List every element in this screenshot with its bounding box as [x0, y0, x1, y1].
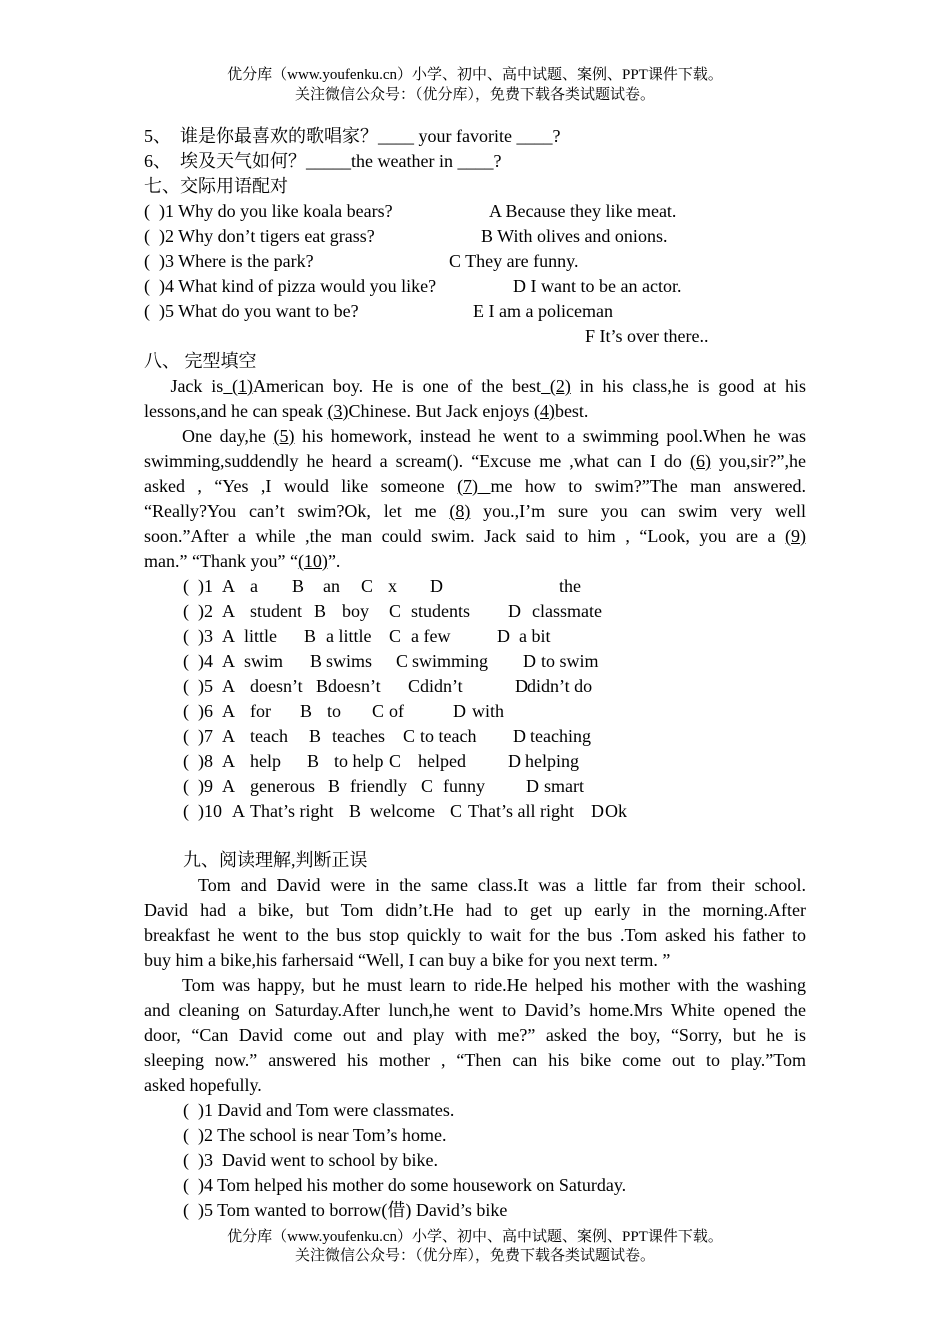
cloze-option-d: with — [472, 701, 505, 721]
matching-question-5: ( )5 What do you want to be? — [144, 301, 359, 321]
cloze-option-b: doesn’t — [328, 676, 381, 696]
matching-answer-f: F It’s over there.. — [585, 326, 709, 346]
cloze-num: ( )10 — [183, 801, 222, 821]
cloze-option-a: doesn’t — [250, 676, 303, 696]
cloze-label-a: A — [222, 701, 235, 721]
cloze-label-b: B — [292, 576, 305, 596]
cloze-option-b: teaches — [332, 726, 385, 746]
cloze-paragraph-2 — [144, 424, 806, 574]
cloze-option-a: That’s right — [250, 801, 334, 821]
cloze-label-b: B — [304, 626, 317, 646]
cloze-num: ( )6 — [183, 701, 213, 721]
section-8-title: 八、 完型填空 — [144, 351, 257, 371]
matching-answer-b: B With olives and onions. — [481, 226, 668, 246]
translation-item-6: 6、 埃及天气如何？_____the weather in ____? — [144, 151, 502, 171]
cloze-label-c: C — [450, 801, 463, 821]
cloze-label-c: C — [361, 576, 374, 596]
cloze-option-c: to teach — [420, 726, 477, 746]
matching-answer-a: A Because they like meat. — [489, 201, 677, 221]
cloze-option-d: helping — [525, 751, 579, 771]
cloze-option-c: helped — [418, 751, 466, 771]
page-header-line-1: 优分库（www.youfenku.cn）小学、初中、高中试题、案例、PPT课件下载。 — [227, 67, 723, 83]
reading-p1-line: David had a bike, but Tom didn’t.He had to get up early in the morning.After — [144, 900, 806, 920]
cloze-label-b: B — [307, 751, 320, 771]
cloze-num: ( )4 — [183, 651, 213, 671]
cloze-option-b: a little — [326, 626, 372, 646]
cloze-option-a: for — [250, 701, 271, 721]
cloze-label-b: B — [328, 776, 341, 796]
cloze-option-a: swim — [244, 651, 284, 671]
cloze-option-b: to — [327, 701, 342, 721]
cloze-label-a: A — [222, 751, 235, 771]
cloze-label-d: D — [526, 776, 539, 796]
reading-p1-line: breakfast he went to the bus stop quickly to wait for the bus .Tom asked his father to — [144, 925, 806, 945]
cloze-option-d: to swim — [541, 651, 599, 671]
cloze-option-a: teach — [250, 726, 288, 746]
cloze-label-a: A — [222, 601, 235, 621]
section-7-title: 七、交际用语配对 — [144, 176, 288, 196]
cloze-label-c: C — [396, 651, 409, 671]
cloze-paragraph-1 — [144, 374, 806, 424]
cloze-option-b: boy — [342, 601, 369, 621]
page-footer-line-2: 关注微信公众号：（优分库），免费下载各类试题试卷。 — [294, 1248, 655, 1264]
true-false-statement-1: ( )1 David and Tom were classmates. — [183, 1100, 455, 1120]
cloze-p2-line-6: man.” “Thank you” “(10)”. — [144, 551, 341, 571]
reading-p2-line: asked hopefully. — [144, 1075, 262, 1095]
cloze-option-b: welcome — [370, 801, 435, 821]
cloze-option-c: students — [411, 601, 471, 621]
page-header-line-2: 关注微信公众号：（优分库），免费下载各类试题试卷。 — [294, 87, 655, 103]
cloze-option-a: little — [244, 626, 277, 646]
true-false-statement-2: ( )2 The school is near Tom’s home. — [183, 1125, 447, 1145]
cloze-num: ( )3 — [183, 626, 213, 646]
cloze-label-d: D — [508, 751, 521, 771]
cloze-label-b: B — [314, 601, 327, 621]
cloze-option-a: student — [250, 601, 302, 621]
cloze-option-c: That’s all right — [468, 801, 574, 821]
reading-p2-line: sleeping now.” answered his mother , “Then can his bike come out to play.”Tom — [144, 1050, 806, 1070]
cloze-option-d: Ok — [605, 801, 627, 821]
cloze-label-d: D — [453, 701, 466, 721]
cloze-option-b: swims — [326, 651, 373, 671]
cloze-label-a: A — [232, 801, 245, 821]
cloze-option-a: help — [250, 751, 281, 771]
matching-question-1: ( )1 Why do you like koala bears? — [144, 201, 393, 221]
cloze-option-c: swimming — [412, 651, 489, 671]
cloze-option-d: smart — [544, 776, 584, 796]
cloze-num: ( )2 — [183, 601, 213, 621]
cloze-label-d: D — [508, 601, 521, 621]
cloze-label-a: A — [222, 776, 235, 796]
cloze-option-c: of — [389, 701, 404, 721]
cloze-label-a: A — [222, 726, 235, 746]
true-false-statement-4: ( )4 Tom helped his mother do some housework on Saturday. — [183, 1175, 627, 1195]
cloze-label-c: C — [421, 776, 434, 796]
cloze-option-b: to help — [334, 751, 384, 771]
true-false-statement-3: ( )3 David went to school by bike. — [183, 1150, 438, 1170]
matching-question-4: ( )4 What kind of pizza would you like? — [144, 276, 437, 296]
cloze-num: ( )1 — [183, 576, 213, 596]
reading-p1-line: Tom and David were in the same class.It was a little far from their school. — [198, 875, 806, 895]
cloze-label-a: A — [222, 626, 235, 646]
cloze-label-d: D — [513, 726, 526, 746]
cloze-label-a: A — [222, 576, 235, 596]
cloze-p1-line-1: Jack is (1)American boy. He is one of the best (2) in his class,he is good at his — [170, 376, 806, 396]
cloze-label-d: D — [430, 576, 443, 596]
cloze-label-c: C — [389, 626, 402, 646]
cloze-option-c: didn’t — [420, 676, 463, 696]
cloze-option-c: a few — [411, 626, 451, 646]
cloze-p2-line-2: swimming,suddendly he heard a scream(). “Excuse me ,what can I do (6) you,sir?”,he — [144, 451, 806, 471]
cloze-label-b: B — [310, 651, 323, 671]
matching-question-2: ( )2 Why don’t tigers eat grass? — [144, 226, 375, 246]
reading-p2-line: door, “Can David come out and play with me?” asked the boy, “Sorry, but he is — [144, 1025, 806, 1045]
cloze-option-d: didn’t do — [527, 676, 593, 696]
cloze-label-c: C — [389, 601, 402, 621]
cloze-label-d: D — [515, 676, 528, 696]
matching-answer-e: E I am a policeman — [473, 301, 613, 321]
reading-p2-line: and cleaning on Saturday.After lunch,he went to David’s home.Mrs White opened the — [144, 1000, 806, 1020]
cloze-p1-line-2: lessons,and he can speak (3)Chinese. But Jack enjoys (4)best. — [144, 401, 589, 421]
reading-p2-line: Tom was happy, but he must learn to ride.He helped his mother with the washing — [182, 975, 806, 995]
cloze-option-a: generous — [250, 776, 315, 796]
cloze-label-a: A — [222, 676, 235, 696]
reading-p1-line: buy him a bike,his farhersaid “Well, I can buy a bike for you next term. ” — [144, 950, 671, 970]
cloze-num: ( )8 — [183, 751, 213, 771]
cloze-label-d: D — [497, 626, 510, 646]
cloze-label-d: D — [523, 651, 536, 671]
cloze-label-b: B — [349, 801, 362, 821]
cloze-option-b: an — [323, 576, 340, 596]
cloze-label-d: D — [591, 801, 604, 821]
cloze-label-b: B — [309, 726, 322, 746]
reading-paragraph-2 — [144, 973, 806, 1098]
cloze-option-d: a bit — [519, 626, 551, 646]
cloze-label-c: C — [389, 751, 402, 771]
cloze-option-a: a — [250, 576, 258, 596]
cloze-label-a: A — [222, 651, 235, 671]
reading-paragraph-1 — [144, 873, 806, 973]
cloze-num: ( )7 — [183, 726, 213, 746]
cloze-option-b: friendly — [350, 776, 407, 796]
cloze-num: ( )5 — [183, 676, 213, 696]
cloze-p2-line-5: soon.”After a while ,the man could swim. Jack said to him , “Look, you are a (9) — [144, 526, 806, 546]
cloze-p2-line-1: One day,he (5) his homework, instead he went to a swimming pool.When he was — [182, 426, 806, 446]
cloze-p2-line-3: asked , “Yes ,I would like someone (7) me how to swim?”The man answered. — [144, 476, 806, 496]
matching-question-3: ( )3 Where is the park? — [144, 251, 314, 271]
cloze-label-c: C — [403, 726, 416, 746]
matching-answer-c: C They are funny. — [449, 251, 579, 271]
true-false-statement-5: ( )5 Tom wanted to borrow(借) David’s bike — [183, 1200, 508, 1220]
cloze-num: ( )9 — [183, 776, 213, 796]
translation-item-5: 5、 谁是你最喜欢的歌唱家？____ your favorite ____? — [144, 126, 561, 146]
cloze-label-b: B — [316, 676, 329, 696]
cloze-option-c: funny — [443, 776, 485, 796]
cloze-label-c: C — [372, 701, 385, 721]
cloze-label-c: C — [408, 676, 421, 696]
cloze-option-d: the — [559, 576, 581, 596]
cloze-option-d: teaching — [530, 726, 591, 746]
cloze-option-c: x — [388, 576, 397, 596]
page-footer-line-1: 优分库（www.youfenku.cn）小学、初中、高中试题、案例、PPT课件下载。 — [227, 1229, 723, 1245]
matching-answer-d: D I want to be an actor. — [513, 276, 682, 296]
cloze-p2-line-4: “Really?You can’t swim?Ok, let me (8) you.,I’m sure you can swim very well — [144, 501, 806, 521]
cloze-option-d: classmate — [532, 601, 602, 621]
cloze-label-b: B — [300, 701, 313, 721]
section-9-title: 九、阅读理解,判断正误 — [183, 850, 368, 870]
